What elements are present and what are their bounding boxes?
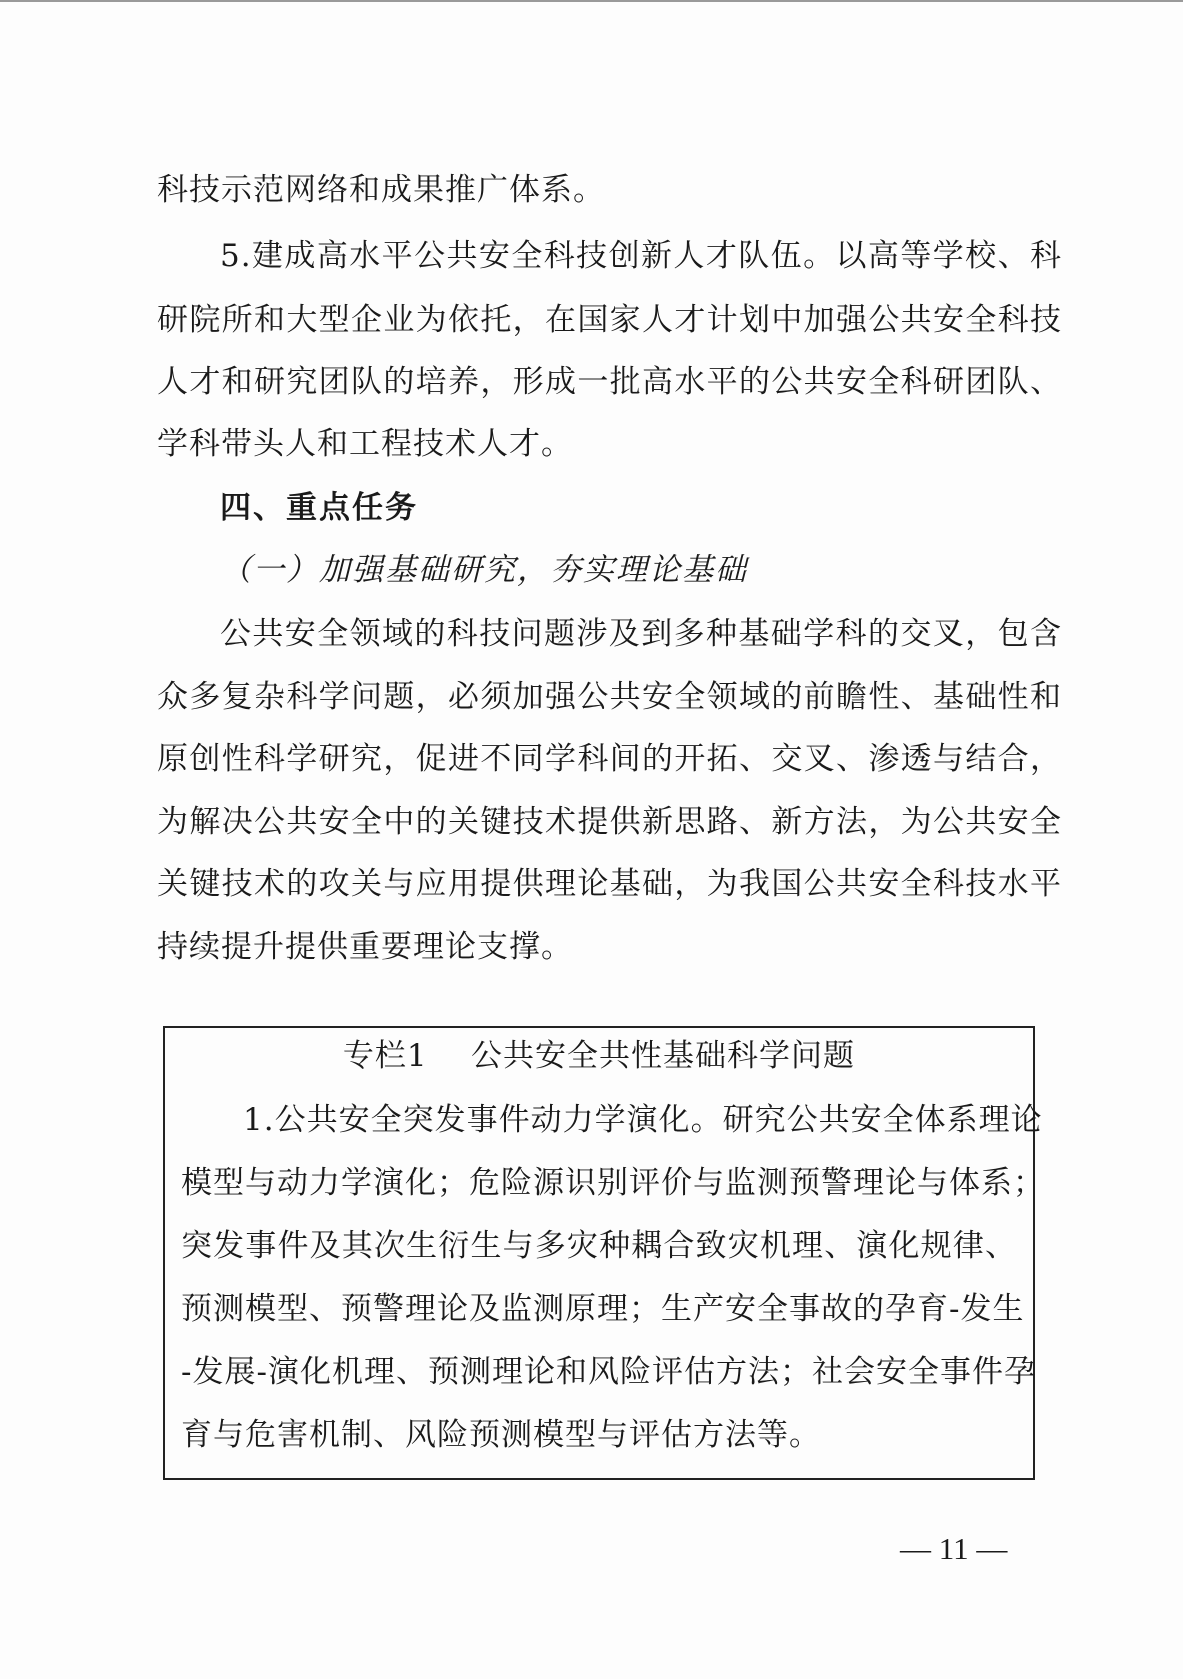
column-box-title: 专栏1 公共安全共性基础科学问题	[342, 1038, 856, 1074]
paragraph-5-line-2: 研院所和大型企业为依托，在国家人才计划中加强公共安全科技	[157, 302, 1062, 338]
paragraph-basic-line-5: 关键技术的攻关与应用提供理论基础，为我国公共安全科技水平	[157, 866, 1062, 902]
paragraph-basic-line-2: 众多复杂科学问题，必须加强公共安全领域的前瞻性、基础性和	[157, 679, 1062, 715]
paragraph-5-line-4: 学科带头人和工程技术人才。	[157, 426, 573, 462]
column-box-line-4: 预测模型、预警理论及监测原理；生产安全事故的孕育-发生	[181, 1291, 1025, 1327]
page-number: — 11 —	[900, 1531, 1008, 1566]
paragraph-5-line-1: 5.建成高水平公共安全科技创新人才队伍。以高等学校、科	[220, 238, 1062, 274]
column-box-line-1: 1.公共安全突发事件动力学演化。研究公共安全体系理论	[243, 1102, 1043, 1138]
paragraph-continuation: 科技示范网络和成果推广体系。	[157, 172, 605, 208]
paragraph-basic-line-6: 持续提升提供重要理论支撑。	[157, 929, 573, 965]
column-box-line-6: 育与危害机制、风险预测模型与评估方法等。	[181, 1417, 821, 1453]
subsection-heading: （一）加强基础研究，夯实理论基础	[220, 552, 748, 588]
paragraph-basic-line-1: 公共安全领域的科技问题涉及到多种基础学科的交叉，包含	[220, 616, 1062, 652]
paragraph-basic-line-4: 为解决公共安全中的关键技术提供新思路、新方法，为公共安全	[157, 804, 1062, 840]
column-box-line-2: 模型与动力学演化；危险源识别评价与监测预警理论与体系；	[181, 1165, 1045, 1201]
column-box	[163, 1026, 1045, 1480]
column-box-line-3: 突发事件及其次生衍生与多灾种耦合致灾机理、演化规律、	[181, 1228, 1017, 1264]
column-box-line-5: -发展-演化机理、预测理论和风险评估方法；社会安全事件孕	[181, 1354, 1036, 1390]
section-heading: 四、重点任务	[220, 490, 418, 526]
paragraph-basic-line-3: 原创性科学研究，促进不同学科间的开拓、交叉、渗透与结合，	[157, 741, 1062, 777]
paragraph-5-line-3: 人才和研究团队的培养，形成一批高水平的公共安全科研团队、	[157, 364, 1062, 400]
scan-edge-line	[0, 0, 1183, 2]
